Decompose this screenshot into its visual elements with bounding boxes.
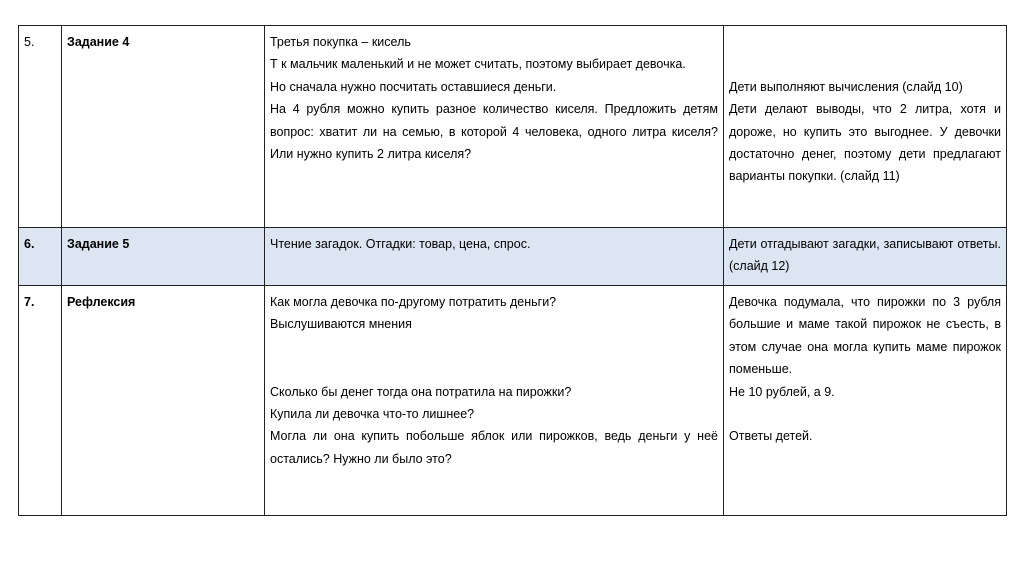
row-number: 5. (19, 26, 62, 228)
pupil-line: Дети отгадывают загадки, записывают ответы. (слайд 12) (729, 237, 1001, 274)
teacher-activity (265, 228, 724, 286)
teacher-line: Но сначала нужно посчитать оставшиеся деньги. (270, 79, 557, 94)
teacher-line: Т к мальчик маленький и не может считать, поэтому выбирает девочка. (270, 57, 686, 72)
stage-title: Задание 4 (62, 26, 265, 228)
teacher-activity (265, 26, 724, 228)
spacer (270, 336, 718, 381)
teacher-line: Как могла девочка по-другому потратить деньги? (270, 295, 557, 309)
spacer (729, 403, 1001, 425)
lesson-plan-table (18, 25, 1007, 516)
pupil-line: Дети делают выводы, что 2 литра, хотя и дороже, но купить это выгоднее. У девочки достаточно денег, поэтому дети предлагают варианты покупки. (слайд 11) (729, 102, 1001, 184)
teacher-line: Купила ли девочка что-то лишнее? (270, 407, 475, 422)
teacher-activity (265, 286, 724, 516)
pupil-activity (724, 286, 1007, 516)
spacer (729, 31, 1001, 76)
pupil-line: Дети выполняют вычисления (слайд 10) (729, 79, 963, 94)
teacher-line: Чтение загадок. Отгадки: товар, цена, спрос. (270, 237, 531, 251)
pupil-line: Не 10 рублей, а 9. (729, 384, 835, 399)
table-row (19, 26, 1007, 228)
teacher-line: Выслушиваются мнения (270, 317, 412, 332)
teacher-line: Третья покупка – кисель (270, 35, 411, 49)
teacher-line: Сколько бы денег тогда она потратила на пирожки? (270, 384, 572, 399)
table-row (19, 228, 1007, 286)
row-number: 7. (19, 286, 62, 516)
pupil-line: Девочка подумала, что пирожки по 3 рубля большие и маме такой пирожок не съесть, в этом случае она могла купить маме пирожок поменьше. (729, 295, 1001, 377)
row-number: 6. (19, 228, 62, 286)
pupil-line: Ответы детей. (729, 429, 813, 444)
stage-title: Рефлексия (62, 286, 265, 516)
teacher-line: На 4 рубля можно купить разное количество киселя. Предложить детям вопрос: хватит ли на семью, в которой 4 человека, одного литра киселя? Или нужно купить 2 литра киселя? (270, 102, 718, 162)
pupil-activity (724, 26, 1007, 228)
stage-title: Задание 5 (62, 228, 265, 286)
pupil-activity (724, 228, 1007, 286)
table-row (19, 286, 1007, 516)
teacher-line: Могла ли она купить побольше яблок или пирожков, ведь деньги у неё остались? Нужно ли было это? (270, 429, 718, 466)
